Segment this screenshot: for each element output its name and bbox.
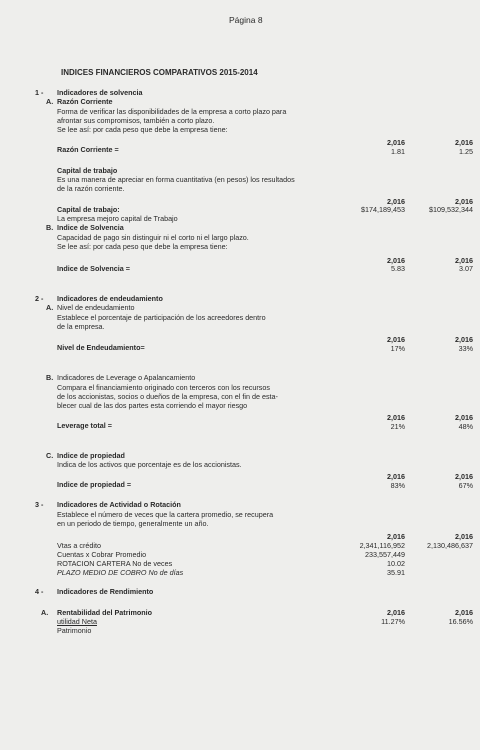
subsection-letter: B.	[46, 223, 54, 232]
indicator-value: 3.07	[459, 264, 473, 273]
description-line: afrontar sus compromisos, también a corto plazo.	[57, 116, 215, 125]
indicator-label: Razón Corriente =	[57, 145, 119, 154]
row-value: 233,557,449	[365, 550, 405, 559]
subsection-title-indice-solvencia: Indice de Solvencia	[57, 223, 124, 232]
subsection-letter: C.	[46, 451, 54, 460]
indicator-value: 48%	[458, 422, 473, 431]
year-header: 2,016	[387, 335, 405, 344]
page-number: Página 8	[229, 15, 263, 25]
indicator-value: 16.56%	[448, 617, 473, 626]
indicator-value: 67%	[458, 481, 473, 490]
year-header: 2,016	[455, 472, 473, 481]
year-header: 2,016	[387, 138, 405, 147]
description-line: de la razón corriente.	[57, 184, 125, 193]
fraction-denominator: Patrimonio	[57, 626, 92, 635]
year-header: 2,016	[455, 608, 473, 617]
year-header: 2,016	[387, 608, 405, 617]
row-label: Cuentas x Cobrar Promedio	[57, 550, 147, 559]
description-line: blecer cual de las dos partes esta corriendo el mayor riesgo	[57, 401, 248, 410]
year-header: 2,016	[387, 256, 405, 265]
section-number: 2 -	[35, 294, 44, 303]
description-line: Compara el financiamiento originado con terceros con los recursos	[57, 383, 270, 392]
indicator-label: Capital de trabajo:	[57, 205, 120, 214]
section-title-rendimiento: Indicadores de Rendimiento	[57, 587, 154, 596]
year-header: 2,016	[387, 472, 405, 481]
description-line: de los accionistas, socios o dueños de la empresa, con el fin de esta-	[57, 392, 278, 401]
year-header: 2,016	[387, 413, 405, 422]
section-number: 4 -	[35, 587, 44, 596]
indicator-label: Indice de propiedad =	[57, 480, 132, 489]
subsection-title-capital-trabajo: Capital de trabajo	[57, 166, 118, 175]
year-header: 2,016	[455, 532, 473, 541]
subsection-title-rentabilidad: Rentabilidad del Patrimonio	[57, 608, 153, 617]
description-line: en un periodo de tiempo, generalmente un año.	[57, 519, 209, 528]
year-header: 2,016	[455, 335, 473, 344]
description-line: Se lee así: por cada peso que debe la empresa tiene:	[57, 242, 228, 251]
indicator-label: Nivel de Endeudamiento=	[57, 343, 145, 352]
indicator-value: 11.27%	[381, 617, 405, 626]
indicator-label: Leverage total =	[57, 421, 112, 430]
indicator-value: 1.25	[459, 147, 473, 156]
description-line: Indica de los activos que porcentaje es de los accionistas.	[57, 460, 242, 469]
section-number: 1 -	[35, 88, 44, 97]
year-header: 2,016	[455, 138, 473, 147]
description-line: Capacidad de pago sin distinguir ni el corto ni el largo plazo.	[57, 233, 249, 242]
subsection-letter: A.	[46, 303, 54, 312]
year-header: 2,016	[455, 197, 473, 206]
row-label: Vtas a crédito	[57, 541, 101, 550]
description-line: Establece el porcentaje de participación de los acreedores dentro	[57, 313, 266, 322]
subsection-letter: A.	[41, 608, 49, 617]
subsection-title-indice-propiedad: Indice de propiedad	[57, 451, 125, 460]
note-line: La empresa mejoro capital de Trabajo	[57, 214, 178, 223]
subsection-title-nivel-endeudamiento: Nivel de endeudamiento	[57, 303, 135, 312]
indicator-value: 17%	[390, 344, 405, 353]
subsection-title-leverage: Indicadores de Leverage o Apalancamiento	[57, 373, 196, 382]
fraction-numerator: utilidad Neta	[57, 617, 97, 626]
row-value: 35.91	[387, 568, 405, 577]
indicator-value: 83%	[390, 481, 405, 490]
section-title-solvencia: Indicadores de solvencia	[57, 88, 143, 97]
row-value: 10.02	[387, 559, 405, 568]
indicator-value: 33%	[458, 344, 473, 353]
section-title-endeudamiento: Indicadores de endeudamiento	[57, 294, 163, 303]
description-line: de la empresa.	[57, 322, 105, 331]
subsection-letter: A.	[46, 97, 54, 106]
year-header: 2,016	[387, 197, 405, 206]
row-label: ROTACION CARTERA No de veces	[57, 559, 173, 568]
indicator-value: 5.83	[391, 264, 405, 273]
description-line: Establece el número de veces que la cartera promedio, se recupera	[57, 510, 274, 519]
indicator-value: $109,532,344	[429, 205, 473, 214]
indicator-value: 1.81	[391, 147, 405, 156]
row-value: 2,341,116,952	[359, 541, 405, 550]
indicator-value: 21%	[390, 422, 405, 431]
section-title-actividad: Indicadores de Actividad o Rotación	[57, 500, 181, 509]
year-header: 2,016	[387, 532, 405, 541]
row-label: PLAZO MEDIO DE COBRO No de días	[57, 568, 184, 577]
subsection-letter: B.	[46, 373, 54, 382]
document-title: INDICES FINANCIEROS COMPARATIVOS 2015-2014	[61, 68, 258, 77]
year-header: 2,016	[455, 413, 473, 422]
year-header: 2,016	[455, 256, 473, 265]
row-value: 2,130,486,637	[427, 541, 473, 550]
description-line: Forma de verificar las disponibilidades de la empresa a corto plazo para	[57, 107, 287, 116]
subsection-title-razon-corriente: Razón Corriente	[57, 97, 113, 106]
section-number: 3 -	[35, 500, 44, 509]
indicator-label: Indice de Solvencia =	[57, 264, 130, 273]
description-line: Se lee así: por cada peso que debe la empresa tiene:	[57, 125, 228, 134]
description-line: Es una manera de apreciar en forma cuantitativa (en pesos) los resultados	[57, 175, 295, 184]
indicator-value: $174,189,453	[361, 205, 405, 214]
